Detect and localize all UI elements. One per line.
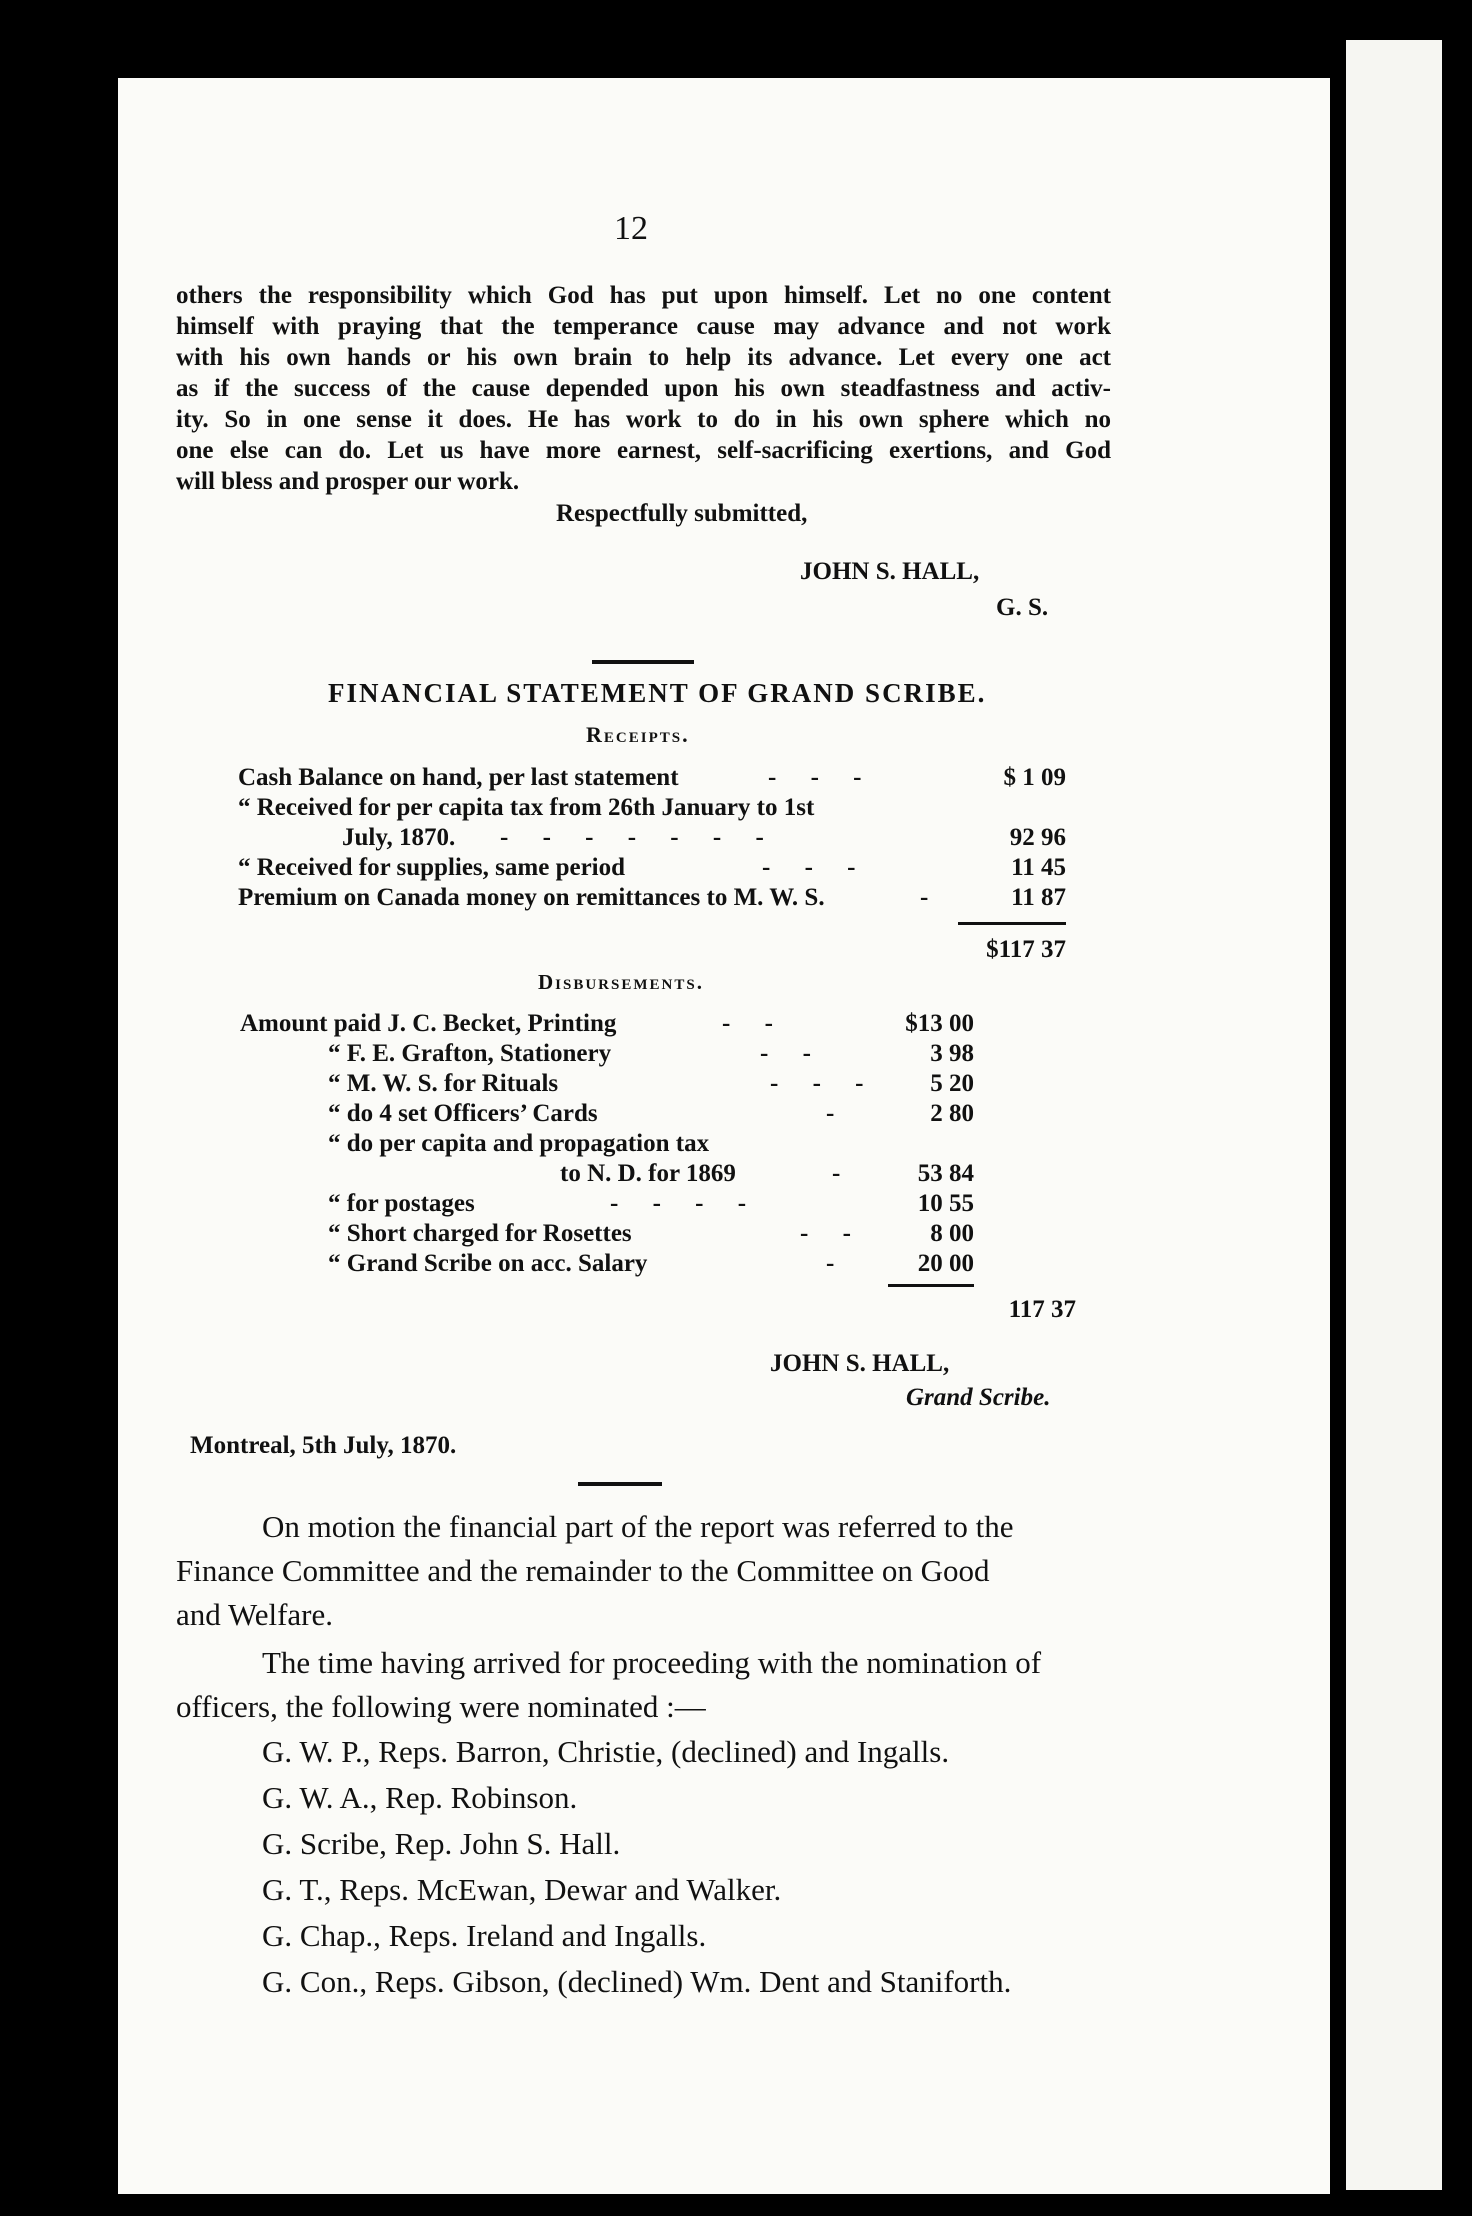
nomination-item: G. Chap., Reps. Ireland and Ingalls. xyxy=(262,1918,707,1953)
disbursements-total: 117 37 xyxy=(1008,1296,1076,1323)
disbursements-heading: Disbursements. xyxy=(538,970,704,994)
nomination-item: G. Con., Reps. Gibson, (declined) Wm. Dent and Staniforth. xyxy=(262,1964,1012,1999)
receipt-label: July, 1870. xyxy=(342,824,456,851)
disbursement-amount: 3 98 xyxy=(930,1040,974,1067)
disbursement-label: “ F. E. Grafton, Stationery xyxy=(328,1040,612,1067)
intro-paragraph xyxy=(176,280,1111,497)
disbursement-amount: 5 20 xyxy=(930,1070,974,1097)
nomination-item: G. W. A., Rep. Robinson. xyxy=(262,1780,578,1815)
intro-line: will bless and prosper our work. xyxy=(176,468,520,495)
receipt-amount: 92 96 xyxy=(1009,824,1066,851)
facing-page-edge xyxy=(1346,40,1442,2190)
disbursement-label: “ Grand Scribe on acc. Salary xyxy=(328,1250,648,1277)
disbursement-label: “ M. W. S. for Rituals xyxy=(328,1070,559,1097)
nomination-intro-line: The time having arrived for proceeding with the nomination of xyxy=(262,1645,1042,1680)
leader-dots: - xyxy=(826,1250,849,1277)
leader-dots: - xyxy=(832,1160,855,1187)
nomination-item: G. W. P., Reps. Barron, Christie, (declined) and Ingalls. xyxy=(262,1734,950,1769)
signer-name: JOHN S. HALL, xyxy=(770,1350,950,1377)
total-rule xyxy=(888,1284,974,1287)
disbursement-label: Amount paid J. C. Becket, Printing xyxy=(240,1010,617,1037)
leader-dots: - - - xyxy=(768,764,876,791)
receipt-amount: 11 45 xyxy=(1011,854,1066,881)
leader-dots: - xyxy=(826,1100,849,1127)
disbursement-label: to N. D. for 1869 xyxy=(560,1160,736,1187)
disbursement-label: “ do per capita and propagation tax xyxy=(328,1130,710,1157)
receipt-amount: 11 87 xyxy=(1011,884,1066,911)
leader-dots: - - - xyxy=(770,1070,878,1097)
leader-dots: - - - xyxy=(762,854,870,881)
receipt-label: Premium on Canada money on remittances to M. W. S. xyxy=(238,884,825,911)
motion-line: On motion the financial part of the report was referred to the xyxy=(262,1509,1014,1544)
intro-line: himself with praying that the temperance cause may advance and not work xyxy=(176,313,1111,340)
intro-line: as if the success of the cause depended upon his own steadfastness and activ- xyxy=(176,375,1111,402)
divider xyxy=(578,1482,662,1486)
leader-dots: - - xyxy=(800,1220,865,1247)
total-rule xyxy=(958,922,1066,925)
disbursement-amount: 20 00 xyxy=(917,1250,974,1277)
nomination-item: G. Scribe, Rep. John S. Hall. xyxy=(262,1826,621,1861)
signer-title: Grand Scribe. xyxy=(906,1384,1051,1411)
intro-line: one else can do. Let us have more earnest, self-sacrificing exertions, and God xyxy=(176,437,1111,464)
nomination-item: G. T., Reps. McEwan, Dewar and Walker. xyxy=(262,1872,782,1907)
receipt-amount: $ 1 09 xyxy=(1003,764,1066,791)
receipts-heading: Receipts. xyxy=(586,722,690,747)
leader-dots: - - xyxy=(722,1010,787,1037)
signer-title: G. S. xyxy=(996,594,1049,621)
disbursement-label: “ for postages xyxy=(328,1190,475,1217)
disbursement-label: “ Short charged for Rosettes xyxy=(328,1220,632,1247)
receipts-total: $117 37 xyxy=(986,936,1066,963)
disbursement-label: “ do 4 set Officers’ Cards xyxy=(328,1100,598,1127)
divider xyxy=(592,660,694,664)
disbursement-amount: 10 55 xyxy=(917,1190,974,1217)
page-number: 12 xyxy=(614,210,648,247)
disbursement-amount: 8 00 xyxy=(930,1220,974,1247)
disbursement-amount: 53 84 xyxy=(917,1160,974,1187)
dateline: Montreal, 5th July, 1870. xyxy=(190,1432,457,1459)
leader-dots: - - - - - - - xyxy=(500,824,778,851)
closing-text: Respectfully submitted, xyxy=(556,500,808,527)
disbursement-amount: $13 00 xyxy=(905,1010,974,1037)
receipt-label: Cash Balance on hand, per last statement xyxy=(238,764,679,791)
financial-statement-title: FINANCIAL STATEMENT OF GRAND SCRIBE. xyxy=(328,678,987,708)
signer-name: JOHN S. HALL, xyxy=(800,558,980,585)
intro-line: ity. So in one sense it does. He has work to do in his own sphere which no xyxy=(176,406,1111,433)
motion-line: Finance Committee and the remainder to the Committee on Good xyxy=(176,1553,990,1588)
nomination-intro-line: officers, the following were nominated :— xyxy=(176,1689,706,1724)
leader-dots: - - xyxy=(760,1040,825,1067)
motion-line: and Welfare. xyxy=(176,1597,334,1632)
intro-line: with his own hands or his own brain to help its advance. Let every one act xyxy=(176,344,1111,371)
leader-dots: - xyxy=(920,884,943,911)
leader-dots: - - - - xyxy=(610,1190,761,1217)
intro-line: others the responsibility which God has put upon himself. Let no one content xyxy=(176,282,1111,309)
disbursement-amount: 2 80 xyxy=(930,1100,974,1127)
receipt-label: “ Received for supplies, same period xyxy=(238,854,626,881)
receipt-label: “ Received for per capita tax from 26th January to 1st xyxy=(238,794,815,821)
